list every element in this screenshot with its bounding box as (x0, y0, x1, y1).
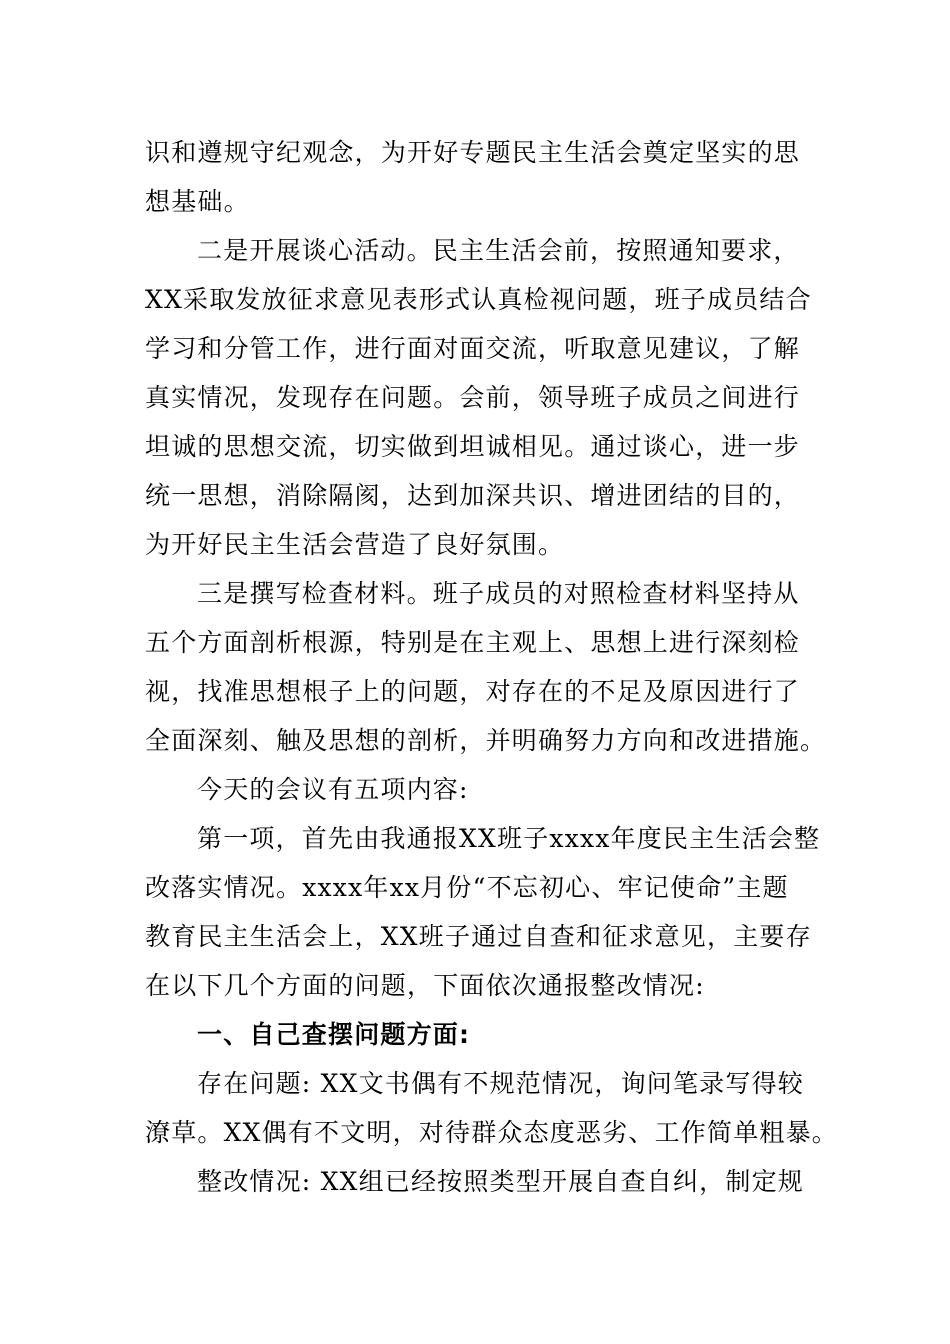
text-line: 统一思想，消除隔阂，达到加深共识、增进团结的目的， (145, 481, 801, 510)
paragraph-7 (145, 1157, 809, 1206)
text-line: 学习和分管工作，进行面对面交流，听取意见建议，了解 (145, 334, 801, 363)
text-line: 识和遵规守纪观念，为开好专题民主生活会奠定坚实的思 (145, 138, 801, 167)
text-line: 全面深刻、触及思想的剖析，并明确努力方向和改进措施。 (145, 726, 827, 755)
text-line: 视，找准思想根子上的问题，对存在的不足及原因进行了 (145, 677, 801, 706)
text-line: 想基础。 (145, 187, 250, 216)
heading-text: 一、自己查摆问题方面: (197, 1020, 471, 1049)
paragraph-6 (145, 1059, 838, 1157)
text-line: 今天的会议有五项内容: (197, 775, 469, 804)
paragraph-1 (145, 128, 809, 226)
document-page (145, 128, 838, 1206)
text-line: 整改情况: XX组已经按照类型开展自查自纠，制定规 (197, 1167, 804, 1196)
text-line: 真实情况，发现存在问题。会前，领导班子成员之间进行 (145, 383, 801, 412)
text-line: 潦草。XX偶有不文明，对待群众态度恶劣、工作简单粗暴。 (145, 1118, 838, 1147)
text-line: 改落实情况。xxxx年xx月份“不忘初心、牢记使命”主题 (145, 873, 789, 902)
text-line: 存在问题: XX文书偶有不规范情况，询问笔录写得较 (197, 1069, 804, 1098)
text-line: 坦诚的思想交流，切实做到坦诚相见。通过谈心，进一步 (145, 432, 801, 461)
text-line: 在以下几个方面的问题，下面依次通报整改情况: (145, 971, 705, 1000)
section-heading (145, 1010, 809, 1059)
paragraph-4 (145, 765, 809, 814)
paragraph-5 (145, 814, 821, 1010)
text-line: 第一项，首先由我通报XX班子xxxx年度民主生活会整 (197, 824, 821, 853)
text-line: 三是撰写检查材料。班子成员的对照检查材料坚持从 (197, 579, 800, 608)
text-line: 二是开展谈心活动。民主生活会前，按照通知要求， (197, 236, 800, 265)
text-line: 为开好民主生活会营造了良好氛围。 (145, 530, 565, 559)
text-line: XX采取发放征求意见表形式认真检视问题，班子成员结合 (145, 285, 812, 314)
text-line: 五个方面剖析根源，特别是在主观上、思想上进行深刻检 (145, 628, 801, 657)
text-line: 教育民主生活会上，XX班子通过自查和征求意见，主要存 (145, 922, 812, 951)
paragraph-2 (145, 226, 812, 569)
paragraph-3 (145, 569, 827, 765)
